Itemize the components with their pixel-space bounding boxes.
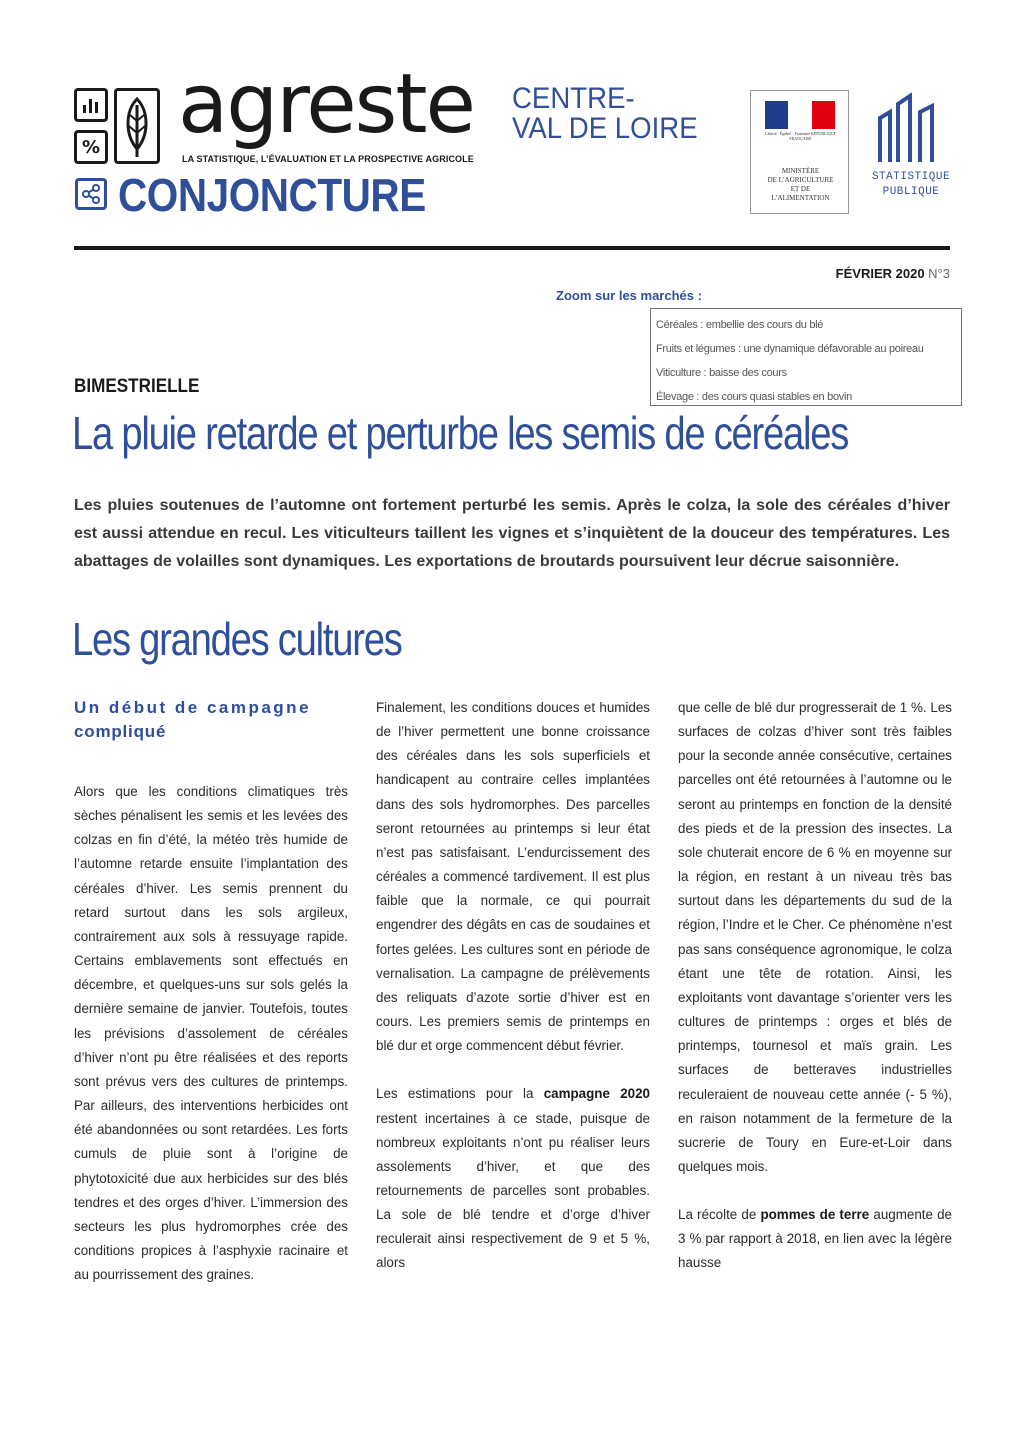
zoom-item-viticulture[interactable]: Viticulture : baisse des cours [656, 367, 787, 379]
ministry-line-1: MINISTÈRE [781, 167, 820, 175]
column-1 [74, 696, 348, 1311]
section-title: Les grandes cultures [72, 613, 402, 665]
region-line-1: CENTRE- [512, 82, 635, 115]
paragraph: que celle de blé dur progresserait de 1 %. Les surfaces de colzas d’hiver sont très faibles pour la seconde année consécutive, certaines parcelles ont été retournées à l’automne ou le seront au printemps en fonction de la densité des pieds et de la pression des insectes. La sole chuterait encore de 6 % en moyenne sur la région, en restant à un niveau très bas surtout dans les départements du sud de la région, l’Indre et le Cher. Ce phénomène n’est pas sans conséquence agronomique, le colza étant une tête de rotation. Ainsi, les exploitants vont davantage s’orienter vers les cultures de printemps : orges et blés de printemps, tournesol et maïs grain. Les surfaces de betteraves industrielles reculeraient de nouveau cette année (- 5 %), en raison notamment de la fermeture de la sucrerie de Toury en Eure-et-Loir dans quelques mois. [678, 700, 952, 1174]
paragraph: Alors que les conditions climatiques très sèches pénalisent les semis et les levées des colzas en fin d’été, la météo très humide de l’automne retarde ensuite l’implantation des céréales d’hiver. Les semis prennent du retard surtout dans les sols argileux, contrairement aux sols à ressuyage rapide. Certains emblavements sont effectués en décembre, et quelques-uns sur sols gelés la dernière semaine de janvier. Toutefois, toutes les prévisions d’assolement de céréales d’hiver n’ont pu être réalisées et des reports sont prévus vers des cultures de printemps. Par ailleurs, des interventions herbicides ont été abandonnées ou sont retardées. Les forts cumuls de pluie sont à l’origine de phytotoxicité due aux herbicides sur des blés tendres et des orges d’hiver. L’immersion des secteurs les plus hydromorphes crée des conditions propices à l’asphyxie racinaire et au pourrissement des graines. [74, 784, 348, 1283]
region-line-2: VAL DE LOIRE [512, 112, 698, 145]
bar-chart-icon [74, 88, 108, 122]
subhead-line-2: compliqué [74, 722, 167, 741]
zoom-item-fruits-legumes[interactable]: Fruits et légumes : une dynamique défavorable au poireau [656, 343, 924, 355]
issue-number: N°3 [928, 266, 950, 281]
paragraph [678, 1203, 952, 1275]
statistique-publique-text [868, 170, 954, 200]
issue-date: FÉVRIER 2020 [835, 266, 925, 281]
republic-text: Liberté · Égalité · Fraternité RÉPUBLIQUE FRANÇAISE [765, 131, 836, 141]
subhead [74, 696, 348, 744]
paragraph-emphasis: pommes de terre [760, 1207, 870, 1223]
paragraph: Finalement, les conditions douces et humides de l’hiver permettent une bonne croissance des céréales dans les sols superficiels et handicapent au contraire celles implantées dans des sols hydromorphes. Des parcelles seront retournées au printemps si leur état n’est pas satisfaisant. L’endurcissement des céréales a commencé tardivement. Il est plus faible que la normale, ce qui pourrait engendrer des dégâts en cas de soudaines et fortes gelées. Les cultures sont en période de vernalisation. La campagne de prélèvements des reliquats d’azote sortie d’hiver est en cours. Les premiers semis de printemps en blé dur et orge commencent début février. [376, 700, 650, 1054]
article-lead: Les pluies soutenues de l’automne ont fortement perturbé les semis. Après le colza, la sole des céréales d’hiver est aussi attendue en recul. Les viticulteurs taillent les vignes et s’inquiètent de la douceur des températures. Les abattages de volailles sont dynamiques. Les exportations de broutards poursuivent leur décrue saisonnière. [74, 497, 950, 570]
paragraph-text: Les estimations pour la [376, 1086, 544, 1102]
leaf-icon [114, 88, 160, 164]
zoom-item-elevage[interactable]: Élevage : des cours quasi stables en bovin [656, 391, 852, 403]
ministry-line-3: ET DE [790, 185, 811, 193]
stat-line-2: PUBLIQUE [882, 186, 940, 198]
statistique-publique-icon [876, 92, 946, 164]
paragraph-text: augmente de 3 % par rapport à 2018, en lien avec la légère hausse [678, 1207, 952, 1271]
ministry-logo [750, 90, 849, 214]
french-flag-icon [765, 101, 835, 129]
ministry-line-2: DE L’AGRICULTURE [767, 176, 834, 184]
subhead-line-1: Un début de campagne [74, 698, 312, 717]
agreste-wordmark: agreste [178, 57, 474, 152]
ministry-line-4: L’ALIMENTATION [771, 194, 830, 202]
issue-info [836, 266, 950, 281]
region-name [512, 84, 714, 144]
zoom-markets-box [650, 308, 962, 406]
zoom-item-cereales[interactable]: Céréales : embellie des cours du blé [656, 319, 824, 331]
article-headline: La pluie retarde et perturbe les semis de céréales [72, 407, 849, 459]
column-3 [678, 696, 952, 1300]
ministry-text [755, 167, 846, 203]
column-2 [376, 696, 650, 1300]
percent-icon: % [74, 130, 108, 164]
stat-line-1: STATISTIQUE [871, 171, 951, 183]
header-divider [74, 246, 950, 250]
agreste-tagline: LA STATISTIQUE, L’ÉVALUATION ET LA PROSPECTIVE AGRICOLE [182, 154, 474, 164]
paragraph-emphasis: campagne 2020 [543, 1086, 650, 1102]
zoom-title: Zoom sur les marchés : [556, 288, 702, 303]
agreste-logo-icons [74, 88, 170, 168]
series-title: CONJONCTURE [118, 169, 426, 221]
paragraph-text: restent incertaines à ce stade, puisque de nombreux exploitants n’ont pu réaliser leurs assolements d’hiver, et que des retournements de parcelles sont probables. La sole de blé tendre et d’orge d’hiver reculerait ainsi respectivement de 9 et 5 %, alors [376, 1110, 650, 1271]
paragraph [376, 1082, 650, 1275]
network-icon [75, 178, 107, 210]
article-kicker: BIMESTRIELLE [74, 376, 200, 397]
paragraph-text: La récolte de [678, 1207, 761, 1223]
